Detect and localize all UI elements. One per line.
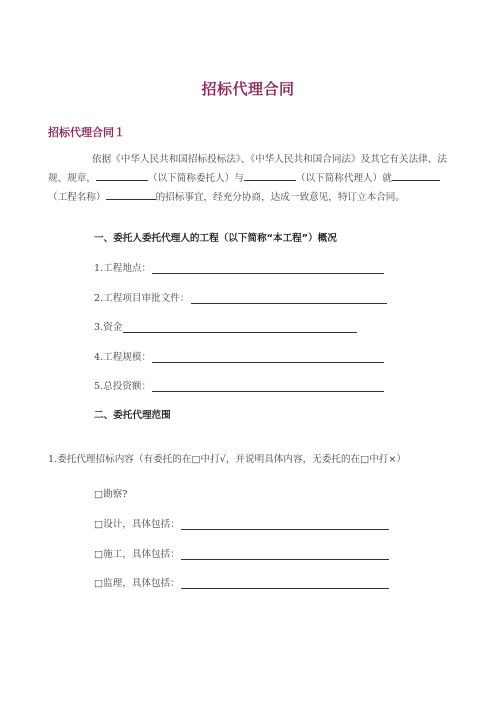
intro-text-2: （以下简称委托人）与 — [147, 173, 244, 184]
section-2-item-4 — [94, 575, 389, 589]
section-1-heading: 一、委托人委托代理人的工程（以下简称“本工程”）概况 — [94, 233, 337, 244]
item-label: 1.工程地点： — [94, 263, 152, 274]
section-1-item-5 — [94, 378, 384, 392]
blank-field — [244, 169, 296, 181]
section-1-item-4 — [94, 349, 384, 363]
blank-field — [152, 263, 384, 274]
section-1-item-2 — [94, 290, 387, 304]
section-2-paragraph — [48, 431, 450, 469]
section-1-item-3 — [94, 319, 357, 333]
intro-text-5: 的招标事宜，经充分协商，达成一致意见，特订立本合同。 — [155, 192, 405, 203]
section-2-paragraph-text: 1.委托代理招标内容（有委托的在□中打√，并说明具体内容，无委托的在□中打×） — [48, 454, 407, 465]
blank-field — [152, 352, 384, 363]
blank-field — [392, 169, 440, 181]
blank-field — [191, 293, 387, 304]
section-2-item-1 — [94, 486, 127, 500]
item-label: 5.总投资额： — [94, 381, 152, 392]
item-label: 3.资金 — [94, 322, 123, 333]
blank-field — [123, 322, 357, 333]
intro-text-1: 依据《中华人民共和国招标投标法》、《中华人民共和国合同法》及其它有关法律、法规、规章， — [48, 154, 447, 184]
item-label: □监理，具体包括： — [94, 578, 180, 589]
item-label: 4.工程规模： — [94, 352, 152, 363]
intro-text-4: （工程名称） — [48, 192, 106, 203]
item-label: □勘察? — [94, 489, 128, 500]
section-2-item-3 — [94, 546, 389, 560]
blank-field — [96, 169, 148, 181]
section-1-item-1 — [94, 260, 384, 274]
section-2-item-2 — [94, 516, 389, 530]
intro-text-3: （以下简称代理人）就 — [295, 173, 392, 184]
blank-field — [106, 188, 156, 200]
item-label: □设计，具体包括： — [94, 519, 180, 530]
item-label: 2.工程项目审批文件： — [94, 293, 190, 304]
blank-field — [181, 578, 389, 589]
page-title: 招标代理合同 — [201, 80, 295, 98]
intro-paragraph — [48, 150, 448, 207]
blank-field — [181, 519, 389, 530]
blank-field — [152, 381, 384, 392]
section-2-heading: 二、委托代理范围 — [94, 410, 171, 421]
blank-field — [181, 549, 389, 560]
contract-subtitle: 招标代理合同１ — [48, 126, 125, 139]
item-label: □施工，具体包括： — [94, 549, 180, 560]
